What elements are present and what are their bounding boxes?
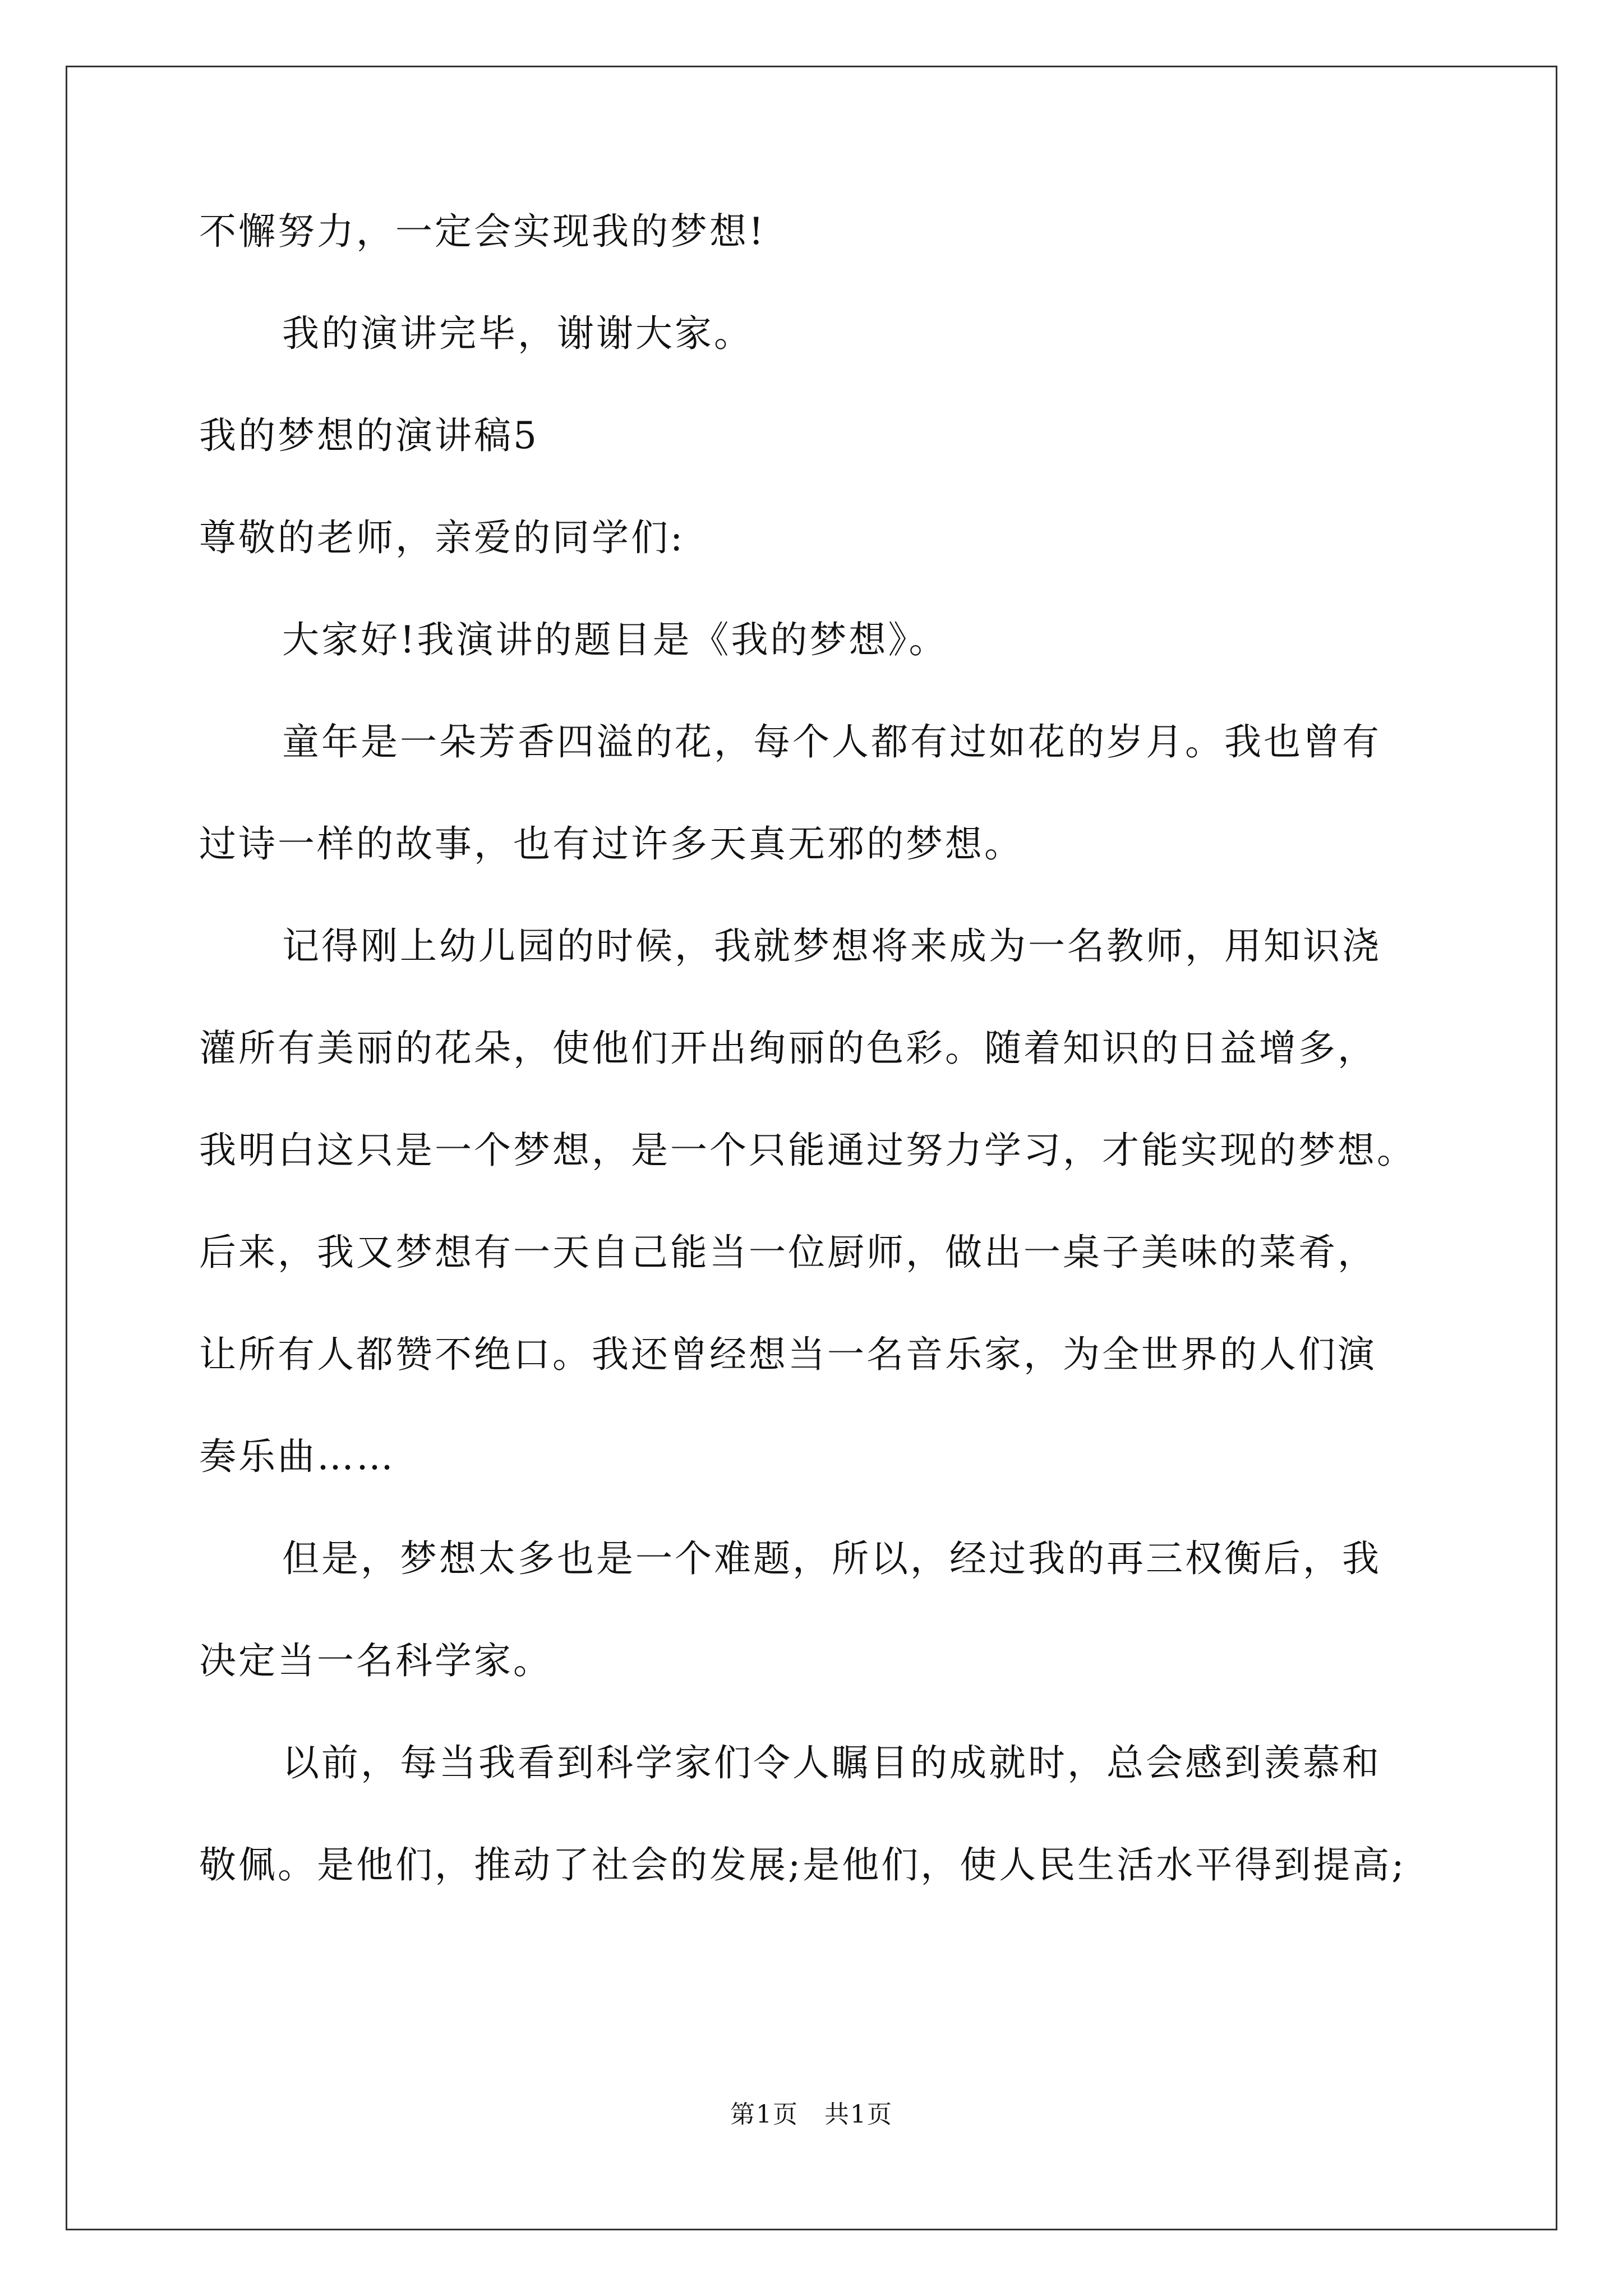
text-line-6: 童年是一朵芳香四溢的花，每个人都有过如花的岁月。我也曾有 [282, 720, 1381, 763]
text-line-1: 不懈努力，一定会实现我的梦想! [199, 210, 766, 253]
text-line-11: 后来，我又梦想有一天自己能当一位厨师，做出一桌子美味的菜肴， [199, 1231, 1377, 1274]
text-line-15: 决定当一名科学家。 [199, 1639, 552, 1682]
section-heading: 我的梦想的演讲稿5 [199, 414, 539, 457]
document-body [199, 210, 1450, 1949]
text-line-16: 以前，每当我看到科学家们令人瞩目的成就时，总会感到羡慕和 [282, 1741, 1381, 1784]
text-line-10: 我明白这只是一个梦想，是一个只能通过努力学习，才能实现的梦想。 [199, 1129, 1416, 1172]
text-line-17: 敬佩。是他们，推动了社会的发展;是他们，使人民生活水平得到提高; [199, 1843, 1407, 1887]
text-line-2: 我的演讲完毕，谢谢大家。 [282, 312, 753, 355]
page-footer: 第1页 共1页 [730, 2100, 893, 2129]
text-line-13: 奏乐曲…… [199, 1435, 395, 1478]
text-line-7: 过诗一样的故事，也有过许多天真无邪的梦想。 [199, 822, 1023, 866]
text-line-8: 记得刚上幼儿园的时候，我就梦想将来成为一名教师，用知识浇 [282, 924, 1381, 968]
text-line-12: 让所有人都赞不绝口。我还曾经想当一名音乐家，为全世界的人们演 [199, 1333, 1377, 1376]
text-line-5: 大家好!我演讲的题目是《我的梦想》。 [282, 618, 948, 661]
salutation: 尊敬的老师，亲爱的同学们: [199, 516, 685, 559]
text-line-14: 但是，梦想太多也是一个难题，所以，经过我的再三权衡后，我 [282, 1537, 1381, 1580]
text-line-9: 灌所有美丽的花朵，使他们开出绚丽的色彩。随着知识的日益增多， [199, 1027, 1377, 1070]
